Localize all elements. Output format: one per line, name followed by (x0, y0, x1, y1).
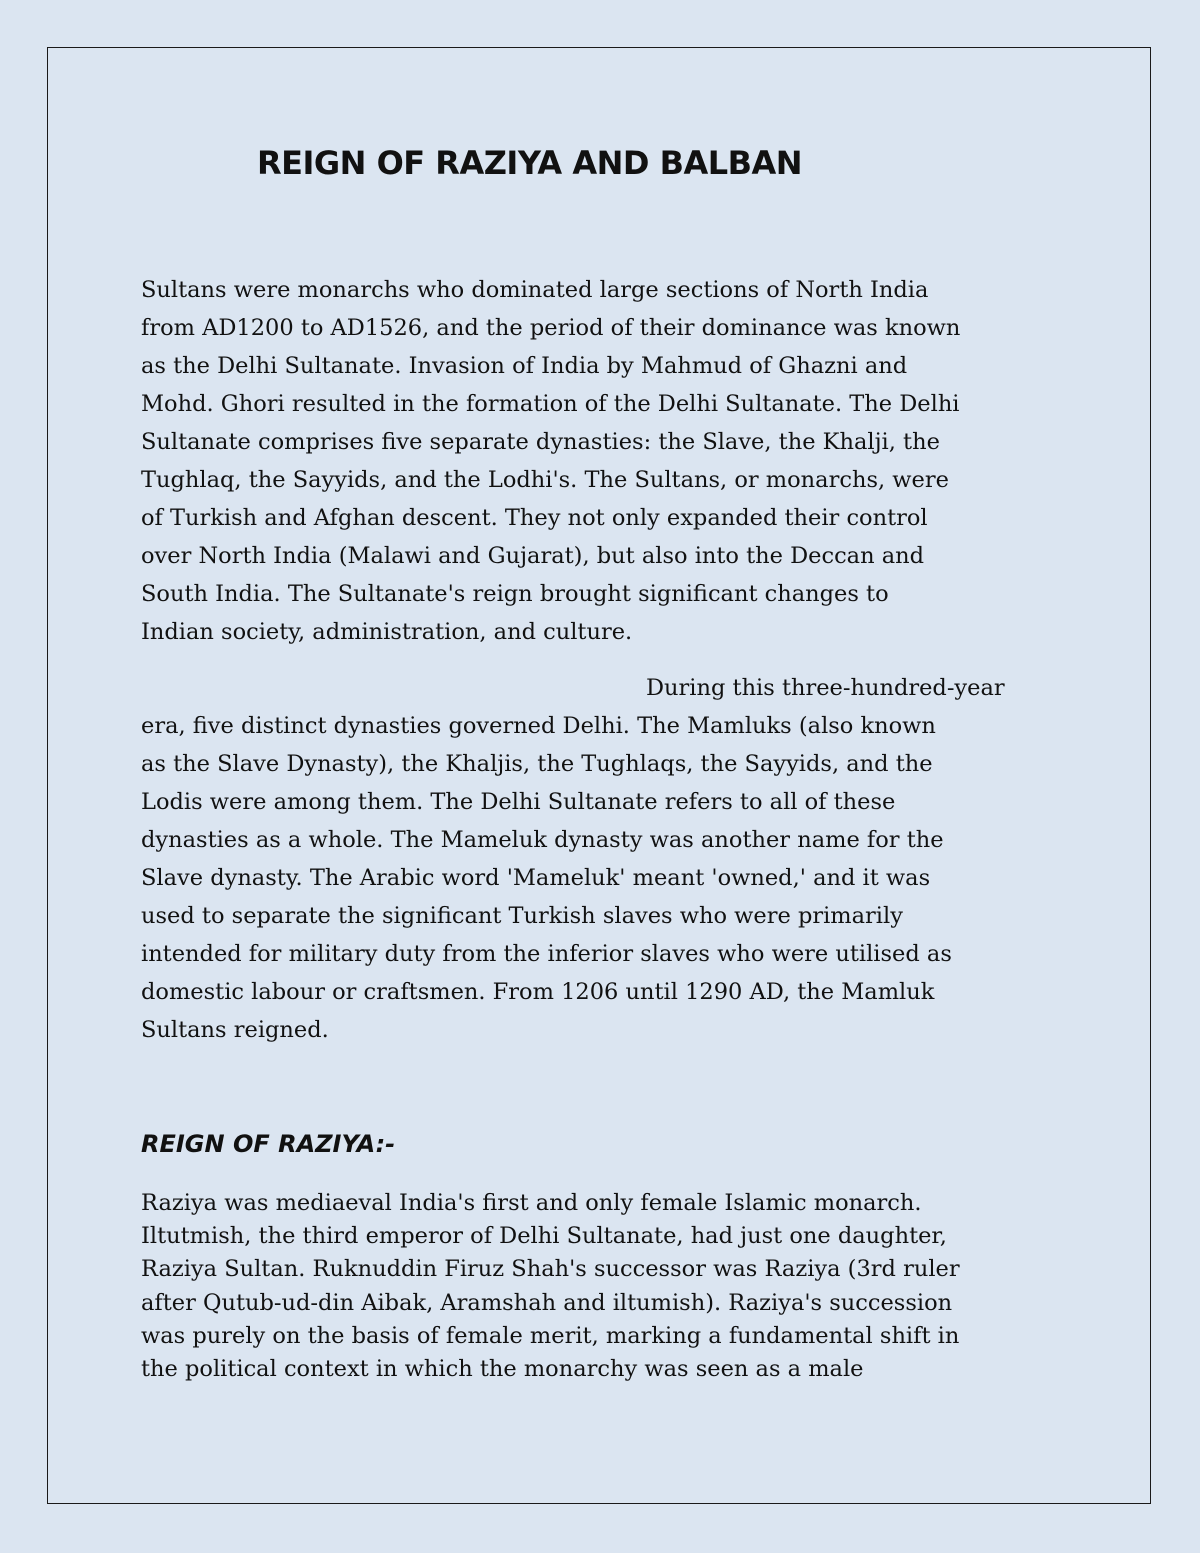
section-heading-raziya: REIGN OF RAZIYA:- (141, 1130, 396, 1158)
raziya-paragraph: Raziya was mediaeval India's first and only female Islamic monarch. Iltutmish, the third emperor of Delhi Sultanate, had just one daughter, Raziya Sultan. Ruknuddin Firuz Shah's successor was Raziya (3rd ruler after Qutub-ud-din Aibak, Aramshah and iltumish). Raziya's succession was purely on the basis of female merit, marking a fundamental shift in the political context in which the monarchy was seen as a male (141, 1190, 960, 1383)
dynasties-paragraph: During this three-hundred-year era, five distinct dynasties governed Delhi. The Mamluks (also known as the Slave Dynasty), the Khaljis, the Tughlaqs, the Sayyids, and the Lodis were among them. The Delhi Sultanate refers to all of these dynasties as a whole. The Mameluk dynasty was another name for the Slave dynasty. The Arabic word 'Mameluk' meant 'owned,' and it was used to separate the significant Turkish slaves who were primarily intended for military duty from the inferior slaves who were utilised as domestic labour or craftsmen. From 1206 until 1290 AD, the Mamluk Sultans reigned. (141, 675, 1005, 1043)
document-title: REIGN OF RAZIYA AND BALBAN (257, 144, 803, 182)
intro-paragraph: Sultans were monarchs who dominated large sections of North India from AD1200 to AD1526, and the period of their dominance was known as the Delhi Sultanate. Invasion of India by Mahmud of Ghazni and Mohd. Ghori resulted in the formation of the Delhi Sultanate. The Delhi Sultanate comprises five separate dynasties: the Slave, the Khalji, the Tughlaq, the Sayyids, and the Lodhi's. The Sultans, or monarchs, were of Turkish and Afghan descent. They not only expanded their control over North India (Malawi and Gujarat), but also into the Deccan and South India. The Sultanate's reign brought significant changes to Indian society, administration, and culture. (141, 277, 961, 645)
